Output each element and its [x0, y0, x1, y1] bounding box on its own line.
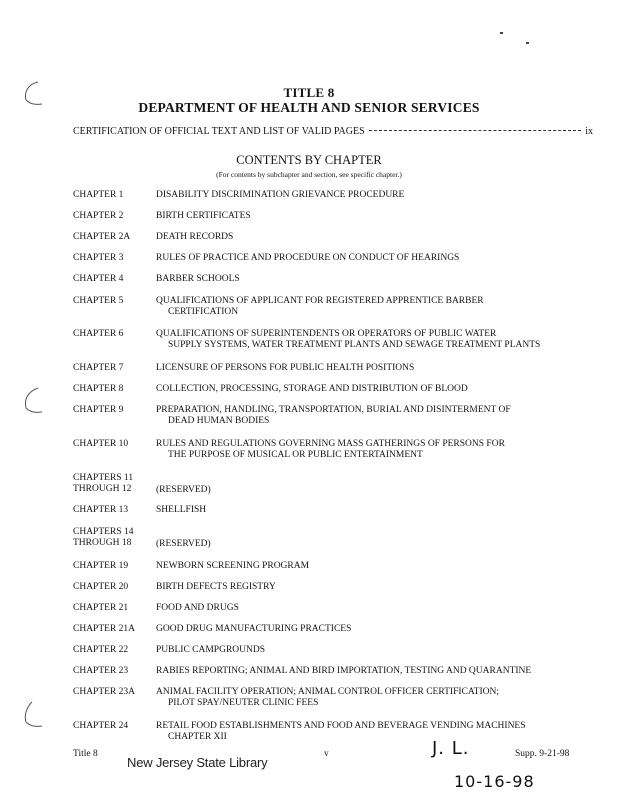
- chapter-label: CHAPTER 3: [73, 253, 124, 263]
- chapter-label: CHAPTER 23: [73, 666, 129, 676]
- chapter-label: CHAPTER 19: [73, 561, 129, 571]
- dot-leader: [369, 130, 582, 131]
- chapter-title: QUALIFICATIONS OF SUPERINTENDENTS OR OPERATORS OF PUBLIC WATER SUPPLY SYSTEMS, WATER TREATMENT PLANTS AND SEWAGE TREATMENT PLANTS: [156, 329, 541, 350]
- chapter-title: RULES OF PRACTICE AND PROCEDURE ON CONDUCT OF HEARINGS: [156, 253, 460, 263]
- chapter-label: CHAPTER 21A: [73, 624, 136, 634]
- certification-text: CERTIFICATION OF OFFICIAL TEXT AND LIST OF VALID PAGES: [73, 126, 365, 137]
- chapter-title: LICENSURE OF PERSONS FOR PUBLIC HEALTH POSITIONS: [156, 363, 415, 373]
- footer-title: Title 8: [73, 749, 98, 759]
- chapter-label: CHAPTER 21: [73, 603, 129, 613]
- chapter-label: CHAPTER 13: [73, 505, 129, 515]
- chapter-label: CHAPTER 5: [73, 296, 124, 306]
- chapter-label: CHAPTER 10: [73, 439, 129, 449]
- title-number: TITLE 8: [283, 85, 335, 100]
- chapter-label: CHAPTER 6: [73, 329, 124, 339]
- certification-line: [73, 126, 593, 137]
- handwritten-initials: J. L.: [432, 738, 470, 759]
- chapter-label: CHAPTER 23A: [73, 687, 136, 697]
- chapter-title: ANIMAL FACILITY OPERATION; ANIMAL CONTROL OFFICER CERTIFICATION; PILOT SPAY/NEUTER CLINIC FEES: [156, 687, 500, 708]
- handwritten-date: 10-16-98: [454, 772, 535, 791]
- chapter-title: PREPARATION, HANDLING, TRANSPORTATION, BURIAL AND DISINTERMENT OF DEAD HUMAN BODIES: [156, 405, 511, 426]
- scan-speck: [526, 42, 529, 44]
- chapter-label: CHAPTER 9: [73, 405, 124, 415]
- chapter-title: COLLECTION, PROCESSING, STORAGE AND DISTRIBUTION OF BLOOD: [156, 384, 468, 394]
- chapter-title: (RESERVED): [156, 539, 211, 549]
- chapter-label: CHAPTER 1: [73, 190, 124, 200]
- chapter-title: GOOD DRUG MANUFACTURING PRACTICES: [156, 624, 352, 634]
- chapter-title: FOOD AND DRUGS: [156, 603, 239, 613]
- chapter-label: CHAPTER 22: [73, 645, 129, 655]
- department-name: DEPARTMENT OF HEALTH AND SENIOR SERVICES: [138, 100, 480, 115]
- chapter-label: CHAPTER 2: [73, 211, 124, 221]
- chapter-title: PUBLIC CAMPGROUNDS: [156, 645, 266, 655]
- chapter-title: BIRTH DEFECTS REGISTRY: [156, 582, 276, 592]
- chapter-label: CHAPTER 20: [73, 582, 129, 592]
- chapter-label: CHAPTERS 14 THROUGH 18: [73, 527, 134, 548]
- chapter-title: RETAIL FOOD ESTABLISHMENTS AND FOOD AND BEVERAGE VENDING MACHINES CHAPTER XII: [156, 721, 526, 742]
- chapter-title: RABIES REPORTING; ANIMAL AND BIRD IMPORTATION, TESTING AND QUARANTINE: [156, 666, 532, 676]
- chapter-title: RULES AND REGULATIONS GOVERNING MASS GATHERINGS OF PERSONS FOR THE PURPOSE OF MUSICAL OR PUBLIC ENTERTAINMENT: [156, 439, 505, 460]
- chapter-label: CHAPTER 4: [73, 274, 124, 284]
- chapter-title: NEWBORN SCREENING PROGRAM: [156, 561, 310, 571]
- library-stamp: New Jersey State Library: [127, 755, 268, 770]
- binder-hole-icon: [18, 386, 46, 418]
- chapter-label: CHAPTERS 11 THROUGH 12: [73, 473, 134, 494]
- chapter-title: (RESERVED): [156, 485, 211, 495]
- chapter-title: DEATH RECORDS: [156, 232, 234, 242]
- chapter-title: QUALIFICATIONS OF APPLICANT FOR REGISTERED APPRENTICE BARBER CERTIFICATION: [156, 296, 484, 317]
- chapter-title: BARBER SCHOOLS: [156, 274, 240, 284]
- chapter-label: CHAPTER 24: [73, 721, 129, 731]
- chapter-label: CHAPTER 7: [73, 363, 124, 373]
- scan-speck: [500, 32, 503, 34]
- certification-page: ix: [585, 126, 593, 137]
- contents-heading: CONTENTS BY CHAPTER: [236, 153, 382, 167]
- chapter-title: DISABILITY DISCRIMINATION GRIEVANCE PROCEDURE: [156, 190, 405, 200]
- contents-subheading: (For contents by subchapter and section, see specific chapter.): [216, 170, 402, 179]
- chapter-label: CHAPTER 2A: [73, 232, 131, 242]
- supplement-date: Supp. 9-21-98: [515, 749, 570, 759]
- chapter-title: SHELLFISH: [156, 505, 207, 515]
- binder-hole-icon: [18, 700, 46, 732]
- chapter-title: BIRTH CERTIFICATES: [156, 211, 251, 221]
- page-number: v: [324, 749, 329, 759]
- chapter-label: CHAPTER 8: [73, 384, 124, 394]
